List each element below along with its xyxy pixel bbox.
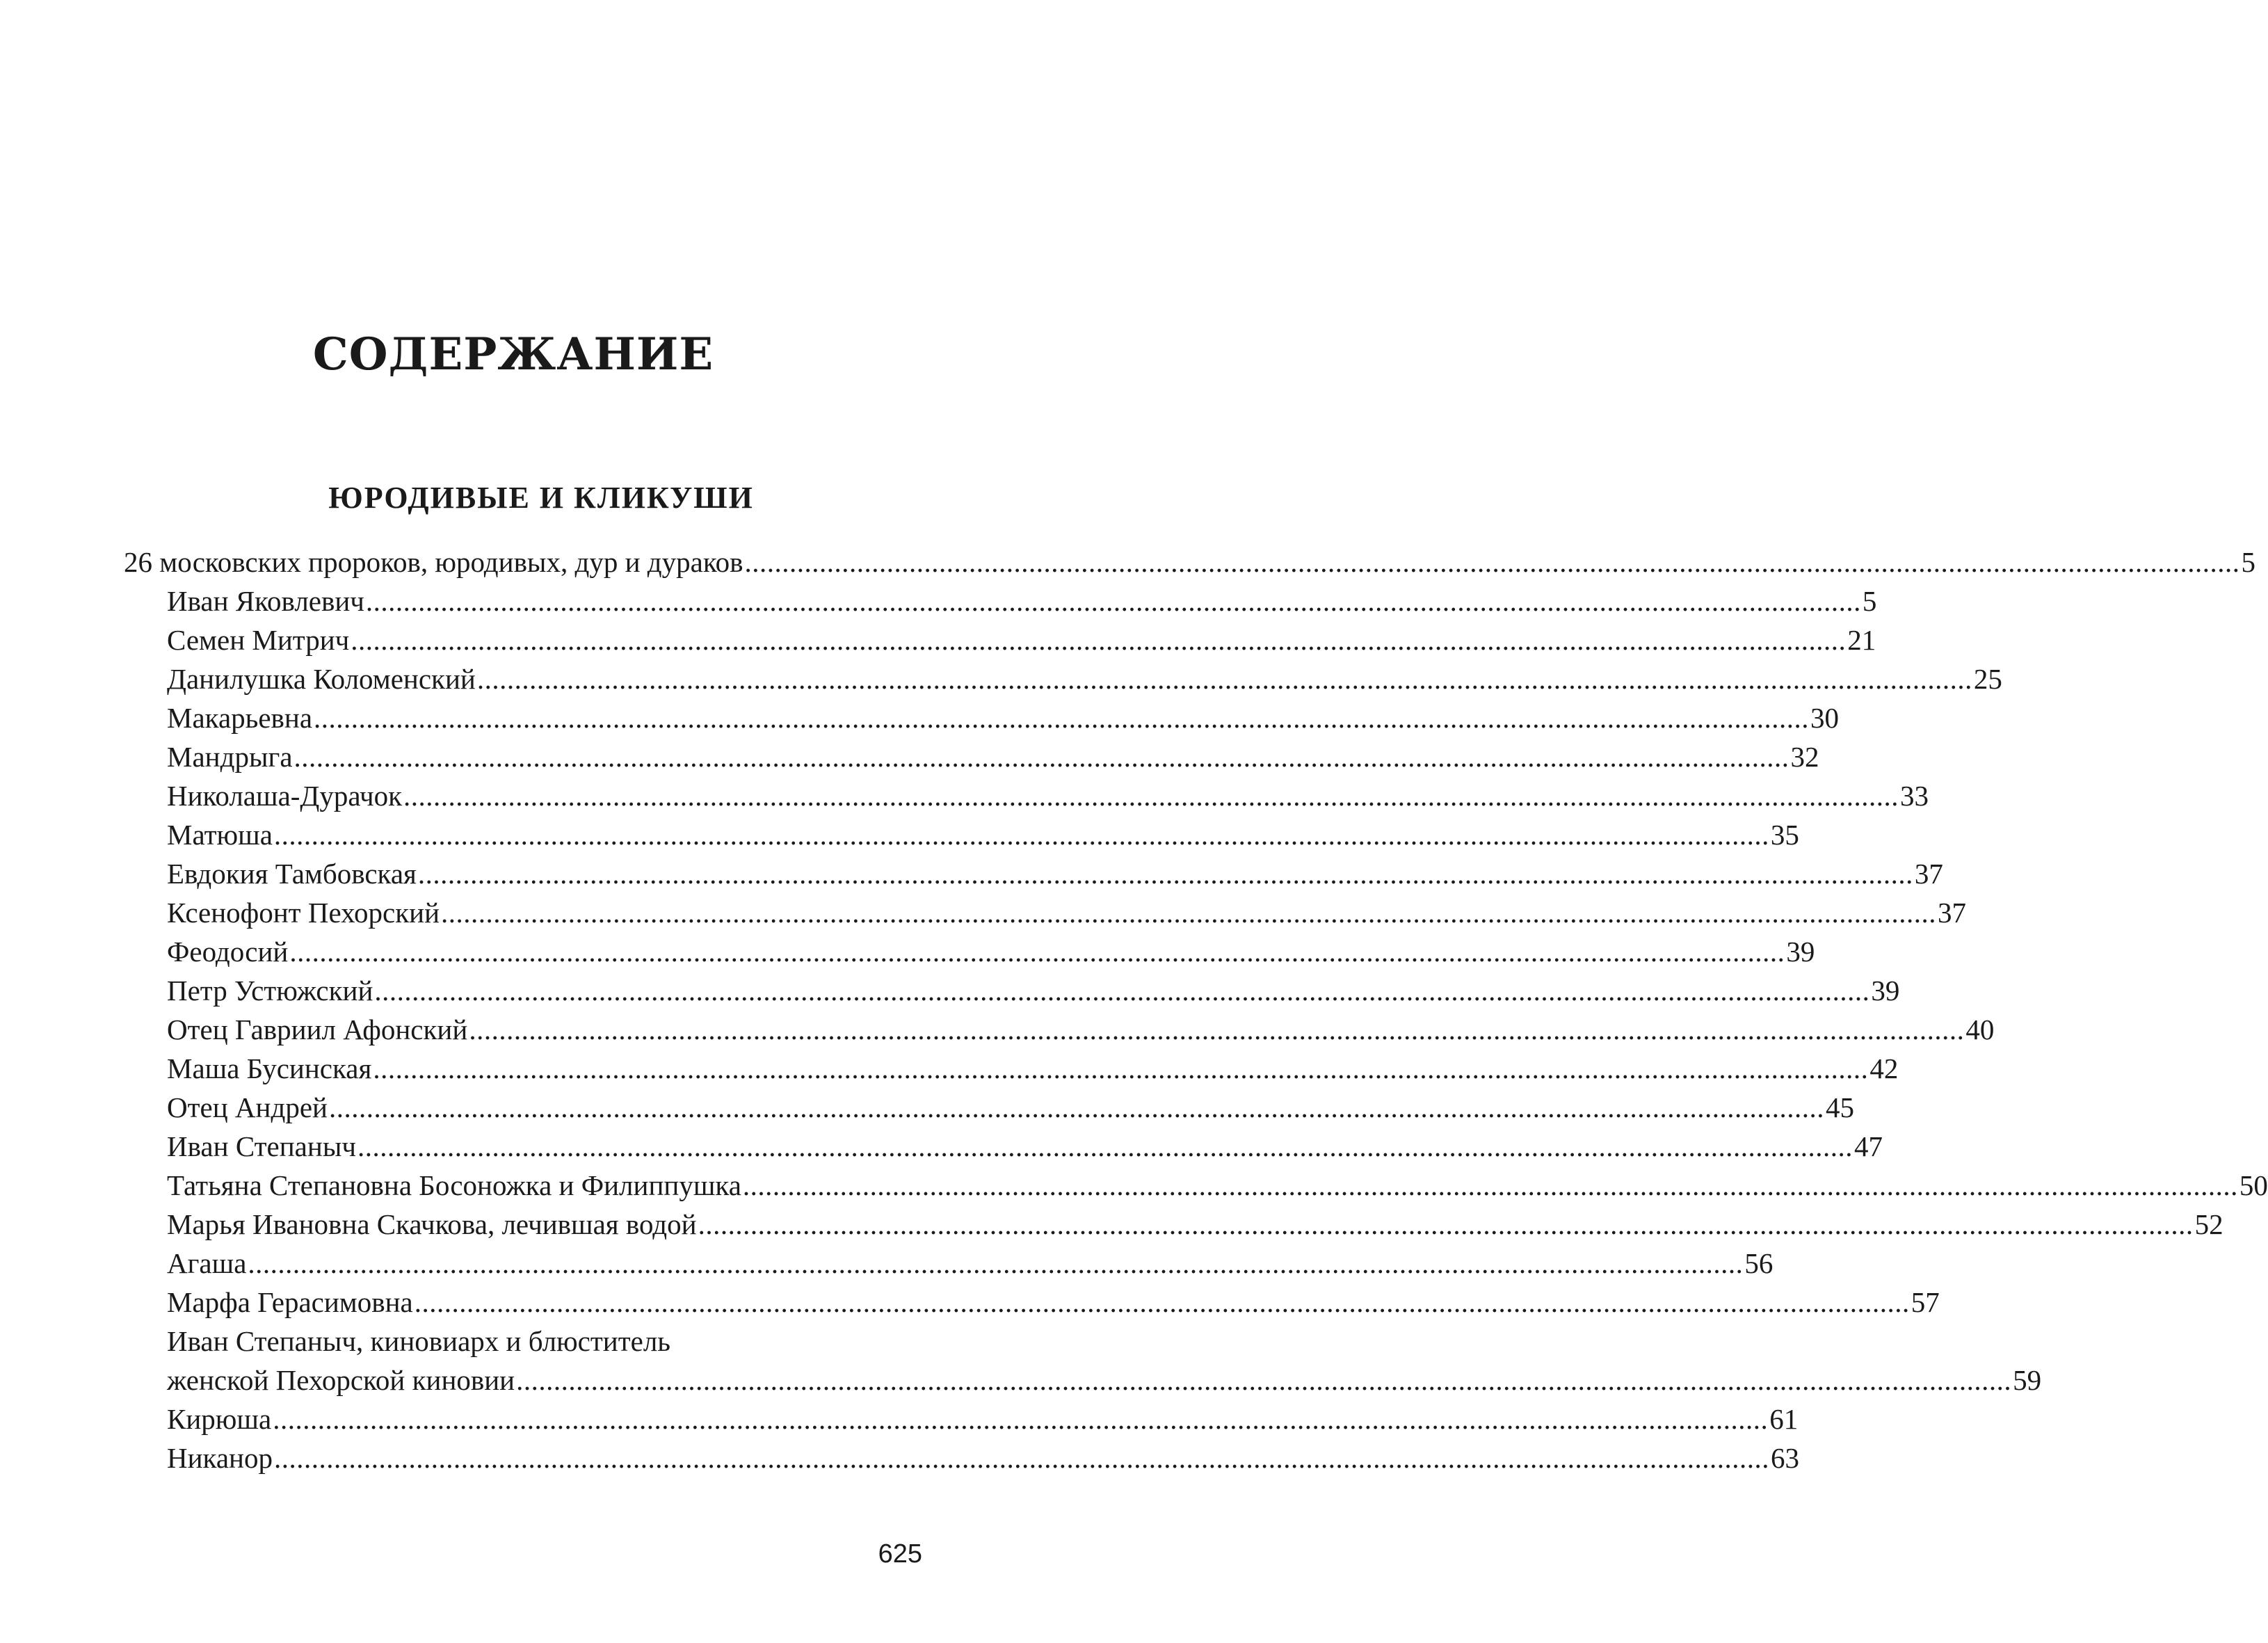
toc-entry-page: 61 — [1769, 1403, 1799, 1435]
toc-entry-title: Кирюша — [167, 1403, 272, 1435]
toc-leader-dots: ........................................................................................................................................................................................................ — [742, 1169, 2238, 1201]
toc-leader-dots: ........................................................................................................................................................................................................ — [516, 1364, 2012, 1396]
toc-leader-dots: ........................................................................................................................................................................................................ — [351, 624, 1847, 656]
toc-entry-main[interactable] — [124, 543, 2256, 582]
toc-entry[interactable] — [124, 815, 1799, 854]
toc-entry-title: Евдокия Тамбовская — [167, 858, 417, 890]
toc-leader-dots: ........................................................................................................................................................................................................ — [414, 1286, 1910, 1318]
toc-entry-page: 45 — [1825, 1091, 1854, 1123]
toc-entry[interactable] — [124, 776, 1929, 815]
toc-leader-dots: ........................................................................................................................................................................................................ — [273, 1403, 1769, 1435]
toc-entry-multiline-first[interactable] — [124, 1322, 922, 1361]
toc-entry-title: Отец Андрей — [167, 1091, 328, 1123]
toc-entry-title: Ксенофонт Пехорский — [167, 897, 440, 929]
toc-entry[interactable] — [124, 1049, 1899, 1088]
table-of-contents — [124, 543, 2268, 1477]
section-heading: ЮРОДИВЫЕ И КЛИКУШИ — [328, 481, 754, 515]
toc-leader-dots: ........................................................................................................................................................................................................ — [476, 663, 1972, 695]
toc-entry-title: Татьяна Степановна Босоножка и Филиппушка — [167, 1169, 741, 1201]
toc-leader-dots: ........................................................................................................................................................................................................ — [469, 1013, 1965, 1045]
toc-leader-dots: ........................................................................................................................................................................................................ — [365, 585, 1861, 617]
toc-entry-page: 37 — [1914, 858, 1943, 890]
toc-entry-title: Марфа Герасимовна — [167, 1286, 413, 1318]
toc-leader-dots: ........................................................................................................................................................................................................ — [403, 780, 1899, 812]
toc-entry[interactable] — [124, 1127, 1883, 1166]
toc-leader-dots: ........................................................................................................................................................................................................ — [328, 1091, 1824, 1123]
toc-leader-dots: ........................................................................................................................................................................................................ — [373, 1052, 1869, 1084]
toc-leader-dots: ........................................................................................................................................................................................................ — [248, 1247, 1744, 1279]
toc-entry[interactable] — [124, 659, 2002, 698]
toc-entry-page: 63 — [1771, 1442, 1799, 1474]
toc-entry-title-line1: Иван Степаныч, киновиарх и блюститель — [167, 1325, 670, 1357]
toc-entry-page: 25 — [1973, 663, 2002, 695]
toc-leader-dots: ........................................................................................................................................................................................................ — [417, 858, 1913, 890]
toc-entry-title: Иван Степаныч — [167, 1130, 356, 1162]
toc-entry-page: 5 — [2241, 546, 2256, 578]
toc-entry-title: Данилушка Коломенский — [167, 663, 476, 695]
toc-entry-title: Николаша-Дурачок — [167, 780, 402, 812]
toc-entry[interactable] — [124, 1166, 2268, 1205]
page-title: СОДЕРЖАНИЕ — [312, 328, 714, 380]
toc-leader-dots: ........................................................................................................................................................................................................ — [273, 819, 1769, 851]
toc-leader-dots: ........................................................................................................................................................................................................ — [744, 546, 2240, 578]
toc-entry[interactable] — [124, 893, 1967, 932]
toc-entry[interactable] — [124, 1205, 2223, 1244]
toc-entry-title: 26 московских пророков, юродивых, дур и дураков — [124, 546, 743, 578]
toc-entry[interactable] — [124, 1400, 1799, 1438]
toc-entry[interactable] — [124, 620, 1876, 659]
toc-entry[interactable] — [124, 1283, 1940, 1322]
toc-leader-dots: ........................................................................................................................................................................................................ — [441, 897, 1937, 929]
toc-entry[interactable] — [124, 1438, 1799, 1477]
toc-entry-page: 37 — [1938, 897, 1967, 929]
page-number: 625 — [878, 1539, 922, 1569]
toc-entry-page: 21 — [1847, 624, 1876, 656]
toc-leader-dots: ........................................................................................................................................................................................................ — [374, 975, 1870, 1007]
toc-entry-page: 33 — [1900, 780, 1929, 812]
toc-leader-dots: ........................................................................................................................................................................................................ — [314, 702, 1810, 734]
toc-entry-page: 57 — [1911, 1286, 1940, 1318]
toc-leader-dots: ........................................................................................................................................................................................................ — [274, 1442, 1769, 1474]
toc-entry-title: Отец Гавриил Афонский — [167, 1013, 468, 1045]
toc-entry-page: 35 — [1770, 819, 1799, 851]
toc-entry-title: Мандрыга — [167, 741, 293, 773]
toc-entry[interactable] — [124, 737, 1819, 776]
toc-entry-page: 32 — [1790, 741, 1819, 773]
toc-entry[interactable] — [124, 582, 1877, 620]
toc-entry-title: Макарьевна — [167, 702, 313, 734]
toc-entry-page: 40 — [1965, 1013, 1995, 1045]
toc-entry[interactable] — [124, 698, 1840, 737]
toc-entry[interactable] — [124, 854, 1943, 893]
toc-entry[interactable] — [124, 1244, 1774, 1283]
toc-entry[interactable] — [124, 1010, 1995, 1049]
toc-entry-title: Семен Митрич — [167, 624, 350, 656]
toc-entry-page: 39 — [1786, 936, 1815, 968]
toc-leader-dots: ........................................................................................................................................................................................................ — [289, 936, 1785, 968]
toc-entry-title: Феодосий — [167, 936, 289, 968]
toc-entry-multiline-second[interactable] — [124, 1361, 2042, 1400]
toc-entry[interactable] — [124, 971, 1900, 1010]
toc-entry-title: Петр Устюжский — [167, 975, 373, 1007]
toc-entry-page: 39 — [1871, 975, 1900, 1007]
toc-entry-page: 56 — [1744, 1247, 1774, 1279]
toc-leader-dots: ........................................................................................................................................................................................................ — [698, 1208, 2194, 1240]
toc-leader-dots: ........................................................................................................................................................................................................ — [357, 1130, 1853, 1162]
toc-entry-page: 50 — [2239, 1169, 2268, 1201]
toc-entry[interactable] — [124, 932, 1815, 971]
toc-entry-title: Марья Ивановна Скачкова, лечившая водой — [167, 1208, 697, 1240]
toc-entry-title: Матюша — [167, 819, 273, 851]
toc-entry-page: 30 — [1810, 702, 1840, 734]
toc-entry-page: 47 — [1854, 1130, 1883, 1162]
toc-entry-title: Маша Бусинская — [167, 1052, 372, 1084]
toc-entry-title: Никанор — [167, 1442, 273, 1474]
toc-leader-dots: ........................................................................................................................................................................................................ — [293, 741, 1790, 773]
toc-entry-page: 52 — [2194, 1208, 2223, 1240]
toc-entry-page: 5 — [1862, 585, 1877, 617]
toc-entry-title: Агаша — [167, 1247, 247, 1279]
toc-entry-page: 42 — [1869, 1052, 1899, 1084]
toc-entry-title: Иван Яковлевич — [167, 585, 364, 617]
toc-entry[interactable] — [124, 1088, 1854, 1127]
toc-entry-page: 59 — [2013, 1364, 2042, 1396]
toc-entry-title-line2: женской Пехорской киновии — [167, 1364, 515, 1396]
